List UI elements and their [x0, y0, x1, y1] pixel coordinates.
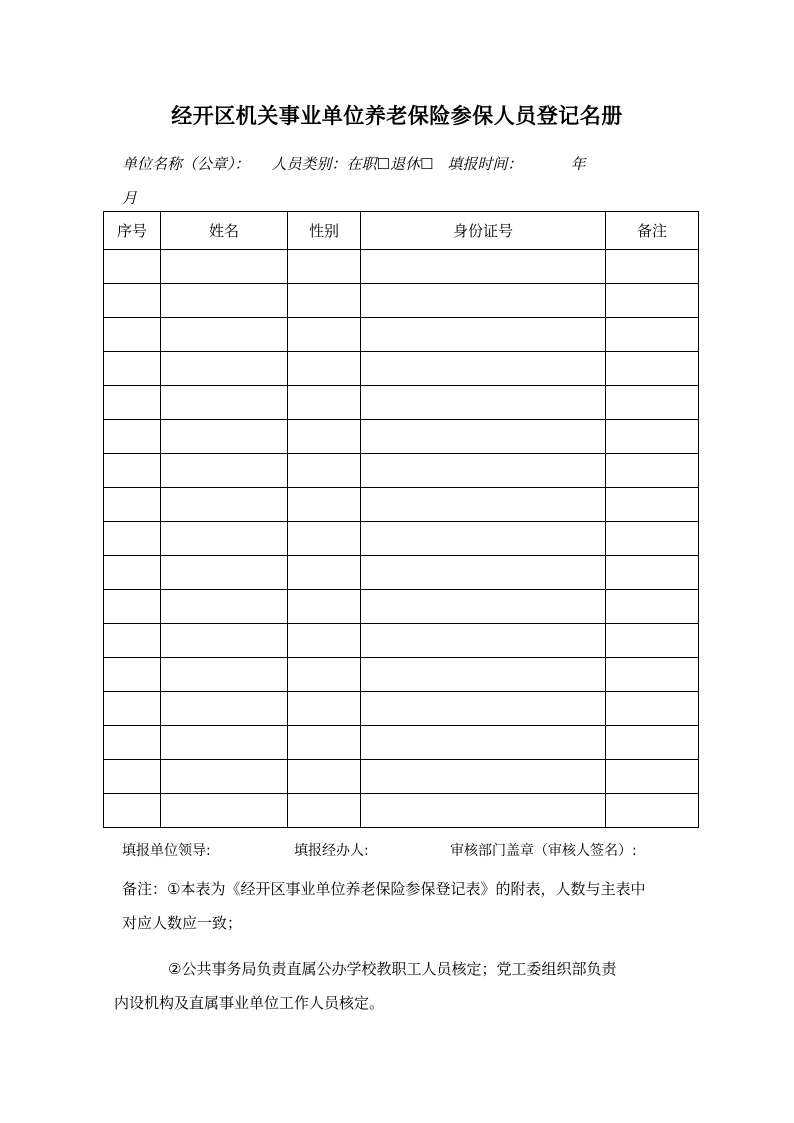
table-row	[104, 726, 699, 760]
cell-index[interactable]	[104, 522, 161, 556]
cell-remarks[interactable]	[606, 352, 699, 386]
unit-name-label: 单位名称（公章）：	[122, 155, 250, 173]
cell-remarks[interactable]	[606, 658, 699, 692]
table-row	[104, 454, 699, 488]
cell-index[interactable]	[104, 352, 161, 386]
review-label: 审核部门盖章（审核人签名）:	[450, 843, 637, 859]
cell-id-number[interactable]	[361, 794, 606, 828]
cell-gender[interactable]	[288, 658, 361, 692]
cell-name[interactable]	[161, 590, 288, 624]
cell-remarks[interactable]	[606, 726, 699, 760]
table-row	[104, 658, 699, 692]
cell-remarks[interactable]	[606, 284, 699, 318]
note-2-line-2: 内设机构及直属事业单位工作人员核定。	[114, 994, 385, 1012]
cell-remarks[interactable]	[606, 590, 699, 624]
cell-gender[interactable]	[288, 488, 361, 522]
cell-index[interactable]	[104, 488, 161, 522]
cell-id-number[interactable]	[361, 760, 606, 794]
table-header-row	[104, 212, 699, 250]
leader-label: 填报单位领导:	[122, 843, 211, 859]
cell-id-number[interactable]	[361, 658, 606, 692]
cell-gender[interactable]	[288, 420, 361, 454]
cell-name[interactable]	[161, 556, 288, 590]
cell-gender[interactable]	[288, 624, 361, 658]
cell-id-number[interactable]	[361, 386, 606, 420]
cell-name[interactable]	[161, 352, 288, 386]
cell-index[interactable]	[104, 692, 161, 726]
cell-gender[interactable]	[288, 760, 361, 794]
table-row	[104, 522, 699, 556]
cell-name[interactable]	[161, 454, 288, 488]
cell-id-number[interactable]	[361, 556, 606, 590]
cell-index[interactable]	[104, 556, 161, 590]
cell-index[interactable]	[104, 726, 161, 760]
note-2-line-1: ②公共事务局负责直属公办学校教职工人员核定；党工委组织部负责	[168, 960, 617, 978]
table-row	[104, 250, 699, 284]
cell-id-number[interactable]	[361, 590, 606, 624]
cell-index[interactable]	[104, 386, 161, 420]
cell-index[interactable]	[104, 794, 161, 828]
cell-id-number[interactable]	[361, 420, 606, 454]
cell-gender[interactable]	[288, 794, 361, 828]
cell-id-number[interactable]	[361, 624, 606, 658]
cell-name[interactable]	[161, 420, 288, 454]
cell-gender[interactable]	[288, 454, 361, 488]
table-row	[104, 352, 699, 386]
cell-name[interactable]	[161, 726, 288, 760]
cell-name[interactable]	[161, 692, 288, 726]
category-label: 人员类别：在职☐退休☐	[271, 155, 434, 173]
cell-id-number[interactable]	[361, 522, 606, 556]
cell-remarks[interactable]	[606, 556, 699, 590]
cell-remarks[interactable]	[606, 386, 699, 420]
cell-index[interactable]	[104, 590, 161, 624]
cell-name[interactable]	[161, 488, 288, 522]
table-row	[104, 318, 699, 352]
cell-index[interactable]	[104, 624, 161, 658]
table-row	[104, 386, 699, 420]
register-table	[103, 211, 699, 828]
cell-gender[interactable]	[288, 318, 361, 352]
table-row	[104, 692, 699, 726]
cell-id-number[interactable]	[361, 488, 606, 522]
cell-index[interactable]	[104, 454, 161, 488]
cell-index[interactable]	[104, 250, 161, 284]
cell-name[interactable]	[161, 250, 288, 284]
header-index: 序号	[104, 212, 161, 250]
cell-id-number[interactable]	[361, 454, 606, 488]
signature-line	[122, 838, 682, 864]
table-row	[104, 794, 699, 828]
cell-gender[interactable]	[288, 284, 361, 318]
cell-remarks[interactable]	[606, 522, 699, 556]
cell-index[interactable]	[104, 420, 161, 454]
cell-gender[interactable]	[288, 250, 361, 284]
table-row	[104, 420, 699, 454]
cell-index[interactable]	[104, 284, 161, 318]
cell-remarks[interactable]	[606, 760, 699, 794]
cell-id-number[interactable]	[361, 318, 606, 352]
cell-name[interactable]	[161, 318, 288, 352]
cell-gender[interactable]	[288, 522, 361, 556]
cell-gender[interactable]	[288, 726, 361, 760]
form-meta	[122, 147, 682, 215]
handler-label: 填报经办人:	[294, 843, 369, 859]
table-row	[104, 488, 699, 522]
note-1-line-2: 对应人数应一致；	[122, 914, 243, 932]
cell-index[interactable]	[104, 318, 161, 352]
cell-gender[interactable]	[288, 556, 361, 590]
cell-name[interactable]	[161, 760, 288, 794]
year-label: 年	[570, 155, 586, 173]
table-row	[104, 590, 699, 624]
cell-name[interactable]	[161, 624, 288, 658]
cell-remarks[interactable]	[606, 454, 699, 488]
cell-index[interactable]	[104, 760, 161, 794]
header-name: 姓名	[161, 212, 288, 250]
cell-gender[interactable]	[288, 692, 361, 726]
meta-line-2	[122, 181, 682, 215]
page-title: 经开区机关事业单位养老保险参保人员登记名册	[171, 104, 623, 128]
cell-remarks[interactable]	[606, 250, 699, 284]
header-id-number: 身份证号	[361, 212, 606, 250]
cell-gender[interactable]	[288, 386, 361, 420]
fill-time-label: 填报时间：	[447, 155, 523, 173]
cell-index[interactable]	[104, 658, 161, 692]
cell-gender[interactable]	[288, 352, 361, 386]
cell-remarks[interactable]	[606, 692, 699, 726]
cell-name[interactable]	[161, 522, 288, 556]
cell-remarks[interactable]	[606, 318, 699, 352]
table-row	[104, 760, 699, 794]
cell-name[interactable]	[161, 794, 288, 828]
meta-line-1	[122, 147, 682, 181]
table-row	[104, 284, 699, 318]
note-1-line-1: 备注：①本表为《经开区事业单位养老保险参保登记表》的附表，人数与主表中	[122, 880, 646, 898]
cell-id-number[interactable]	[361, 250, 606, 284]
cell-name[interactable]	[161, 386, 288, 420]
cell-id-number[interactable]	[361, 352, 606, 386]
cell-id-number[interactable]	[361, 726, 606, 760]
table-body	[104, 250, 699, 828]
cell-name[interactable]	[161, 658, 288, 692]
cell-id-number[interactable]	[361, 284, 606, 318]
notes-section	[114, 872, 682, 1020]
table-row	[104, 556, 699, 590]
cell-remarks[interactable]	[606, 420, 699, 454]
cell-remarks[interactable]	[606, 794, 699, 828]
cell-remarks[interactable]	[606, 488, 699, 522]
header-gender: 性别	[288, 212, 361, 250]
cell-gender[interactable]	[288, 590, 361, 624]
table-row	[104, 624, 699, 658]
header-remarks: 备注	[606, 212, 699, 250]
cell-remarks[interactable]	[606, 624, 699, 658]
month-label: 月	[122, 189, 138, 207]
cell-id-number[interactable]	[361, 692, 606, 726]
cell-name[interactable]	[161, 284, 288, 318]
